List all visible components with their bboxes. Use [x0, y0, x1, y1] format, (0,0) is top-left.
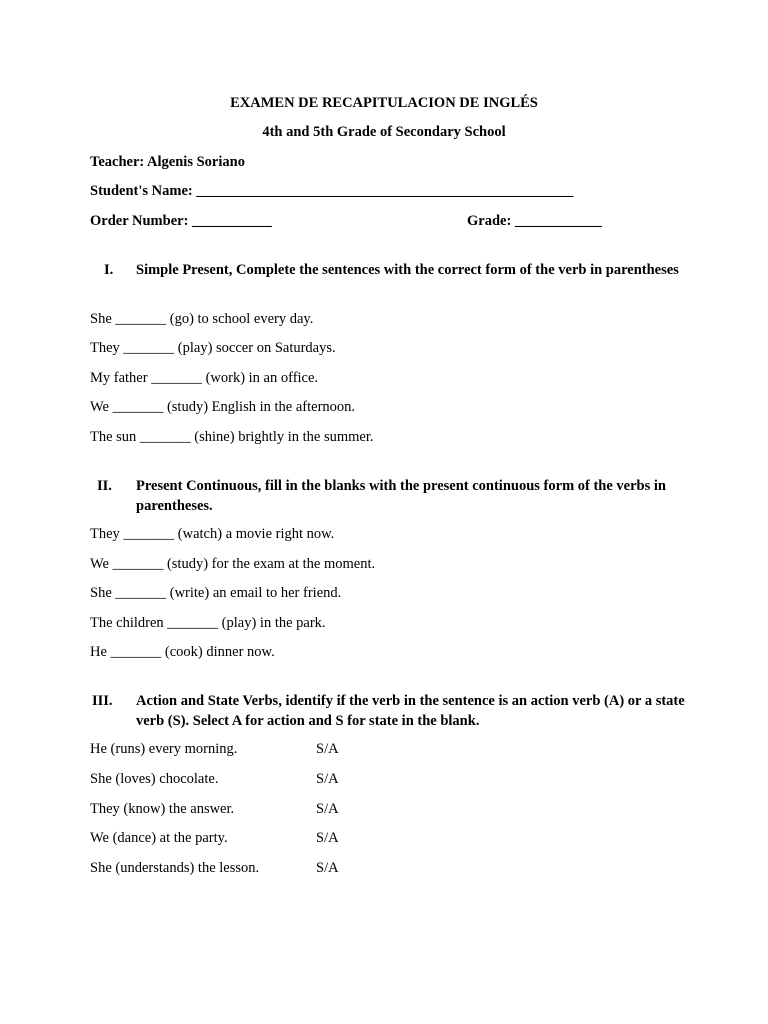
- section-3-sentence: She (loves) chocolate.: [90, 771, 219, 787]
- grade-field[interactable]: Grade: ____________: [467, 213, 602, 229]
- section-3-sentence: We (dance) at the party.: [90, 830, 228, 846]
- section-3-answer-blank[interactable]: S/A: [316, 801, 339, 817]
- section-1-item: My father _______ (work) in an office.: [90, 370, 319, 386]
- section-3-answer-blank[interactable]: S/A: [316, 830, 339, 846]
- section-3-sentence: He (runs) every morning.: [90, 741, 238, 757]
- student-name-field[interactable]: Student's Name: ____________________________________________________: [90, 183, 574, 199]
- section-2-item: The children _______ (play) in the park.: [90, 615, 326, 631]
- section-3-title: Action and State Verbs, identify if the verb in the sentence is an action verb (A) or a state verb (S). Select A for action and S for state in the blank.: [136, 693, 685, 729]
- section-2-item: They _______ (watch) a movie right now.: [90, 526, 335, 542]
- section-1-item: They _______ (play) soccer on Saturdays.: [90, 340, 336, 356]
- section-1-item: The sun _______ (shine) brightly in the summer.: [90, 429, 374, 445]
- section-1-number: I.: [104, 262, 114, 278]
- section-1-item: We _______ (study) English in the afternoon.: [90, 399, 356, 415]
- section-3-answer-blank[interactable]: S/A: [316, 741, 339, 757]
- section-2-item: She _______ (write) an email to her friend.: [90, 585, 342, 601]
- section-3-answer-blank[interactable]: S/A: [316, 860, 339, 876]
- teacher-line: Teacher: Algenis Soriano: [90, 154, 245, 170]
- section-3-sentence: They (know) the answer.: [90, 801, 235, 817]
- exam-subtitle: 4th and 5th Grade of Secondary School: [262, 124, 506, 140]
- section-2-item: He _______ (cook) dinner now.: [90, 644, 275, 660]
- exam-title: EXAMEN DE RECAPITULACION DE INGLÉS: [230, 95, 538, 111]
- section-2-title: Present Continuous, fill in the blanks with the present continuous form of the verbs in parentheses.: [136, 478, 666, 514]
- section-3-number: III.: [92, 693, 113, 709]
- order-number-field[interactable]: Order Number: ___________: [90, 213, 272, 229]
- section-1-title: Simple Present, Complete the sentences with the correct form of the verb in parentheses: [136, 262, 679, 278]
- section-2-number: II.: [97, 478, 112, 494]
- section-3-sentence: She (understands) the lesson.: [90, 860, 260, 876]
- section-3-answer-blank[interactable]: S/A: [316, 771, 339, 787]
- section-1-item: She _______ (go) to school every day.: [90, 311, 314, 327]
- section-2-item: We _______ (study) for the exam at the moment.: [90, 556, 376, 572]
